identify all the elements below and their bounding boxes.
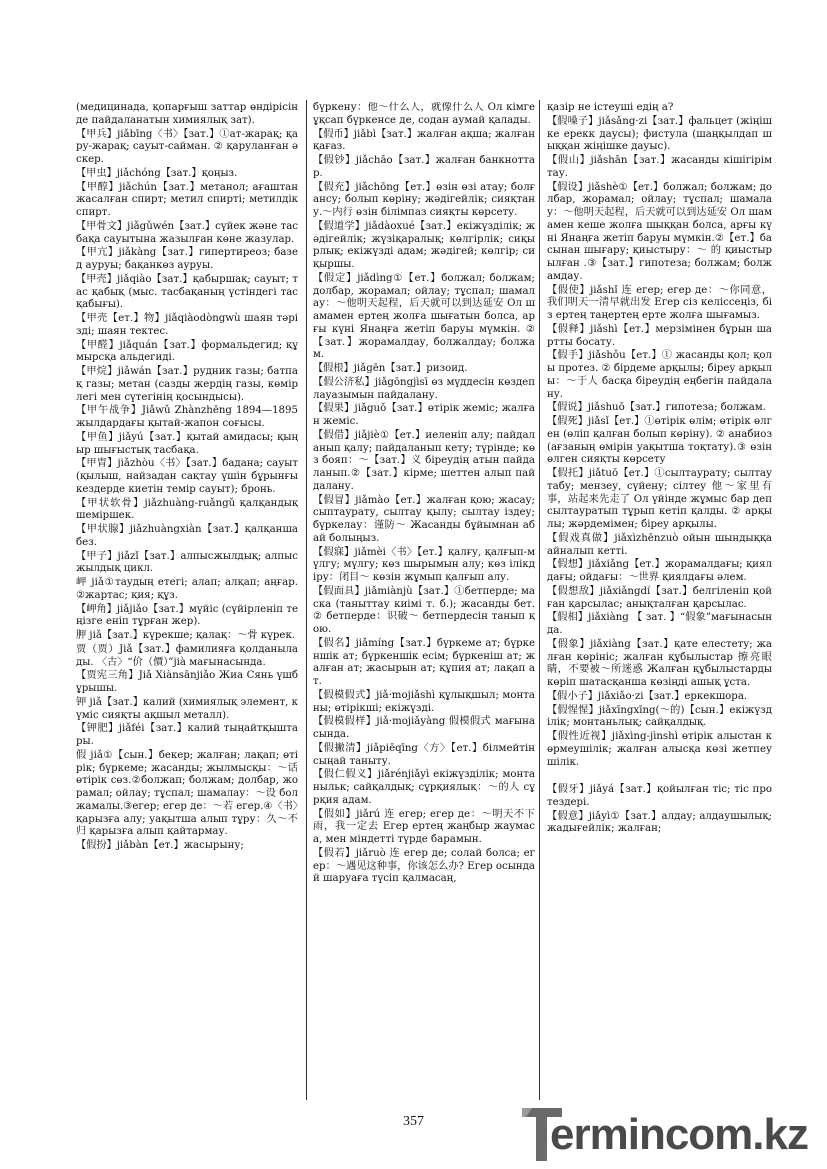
dictionary-entry: 【假定】jiǎdìng①【ет.】болжал; болжам; долбар, жорамал; ойлау; тұспал; шамалау：～他明天起程，后天就可以到达延安 Ол шамамен ертең жолға шығатын болса, арғы күні Янаңға жетіп баруы мүмкін. ②【зат.】жорамалдау, болжалдау; болжам.	[313, 272, 535, 361]
column-divider-left	[306, 100, 307, 1100]
dictionary-entry: 【假性近视】jiǎxìng-jìnshì өтірік алыстан көрмеушілік; жалған алысқа көзі жетпеушілік.	[547, 731, 772, 768]
dictionary-entry: 【假充】jiǎchōng【ет.】өзін өзі атау; болғансу; болып көріну; жәдігейлік; сияқтану.～内行 өзін білімпаз сияқты көрсету.	[313, 181, 535, 218]
dictionary-entry: 【假公济私】jiǎgōngjìsī өз мүддесін көздеп лауазымын пайдалану.	[313, 376, 535, 401]
dictionary-entry: 【假扮】jiǎbàn【ет.】жасырыну;	[76, 840, 244, 851]
page-number: 357	[403, 1114, 424, 1129]
dictionary-entry: бүркену：他～什么人，就像什么人 Ол кімге ұқсап бүркенсе де, содан аумай қалады.	[313, 102, 535, 126]
dictionary-entry: 【岬角】jiǎjiǎo【зат.】мүйіс (сүйірленіп теңізге еніп тұрған жер).	[76, 603, 298, 628]
dictionary-entry: 【假根】jiǎgēn【зат.】ризоид.	[313, 363, 468, 374]
dictionary-entry: 钾 jiǎ【зат.】калий (химиялық элемент, күміс сияқты ақшыл металл).	[76, 696, 298, 721]
dictionary-entry: қазір не істеуші едің а?	[547, 102, 674, 113]
dictionary-entry: 【甲状腺】jiǎzhuàngxiàn【зат.】қалқанша без.	[76, 524, 298, 548]
logo-text: ermincom.kz	[550, 1110, 808, 1159]
dictionary-entry: 【假冒】jiǎmào【ет.】жалған қою; жасау; сыптаурату, сылтау қылу; сылтау іздеу; бүркелау：谨防～ Жасанды бұйымнан абай болыңыз.	[313, 494, 535, 544]
dictionary-entry: 【甲胄】jiǎzhòu〈书〉【зат.】бадана; сауыт (қылыш, найзадан сақтау үшін бұрынғы кездерде киетін темір сауыт); бронь.	[76, 458, 298, 495]
dictionary-entry: 【假撇清】jiǎpiēqīng〈方〉【ет.】білмейтін сыңай таныту.	[313, 742, 535, 767]
dictionary-entry: 【假借】jiǎjiè①【ет.】иеленіп алу; пайдаланып қалу; пайдаланып кету; түрінде; көз бояп：～【зат.】义 біреудің атын пайдаланып.②【зат.】кірме; шеттен алып пайдалану.	[313, 429, 535, 492]
dictionary-entry	[547, 770, 772, 783]
dictionary-entry: 【假使】jiǎshǐ 连 егер; егер де：～你同意，我们明天一清早就出发 Егер сіз келіссеңіз, біз ертең таңертең ерте жолға шығамыз.	[547, 284, 772, 321]
dictionary-entry: 【假说】jiǎshuō【зат.】гипотеза; болжам.	[547, 402, 766, 414]
dictionary-entry: 【甲醛】jiǎquán【зат.】формальдегид; құмырсқа альдегиді.	[76, 339, 298, 364]
dictionary-entry: 【假手】jiǎshǒu【ет.】① жасанды қол; қолы протез. ② бірдеме арқылы; біреу арқылы：～于人 басқа біреудің еңбегін пайдалану.	[547, 350, 772, 400]
dictionary-entry: 【假道学】jiǎdàoxué【зат.】екіжүзділік; жәдігейлік; жүзіқаралық; көлгірлік; сиқырлық; екіжүзді адам; жәдігей; көлгір; сиқыршы.	[313, 220, 535, 270]
dictionary-entry: 【甲壳【ет.】物】jiǎqiàodòngwù шаян тәрізді; шаян тектес.	[76, 313, 298, 337]
dictionary-entry: 岬 jiǎ①таудың етегі; алап; алқап; аңғар. ②жартас; қия; құз.	[76, 577, 298, 601]
dictionary-entry: 【假想敌】jiǎxiǎngdí【зат.】белгіленіп қойған қарсылас; анықталған қарсылас.	[547, 585, 772, 610]
dictionary-entry: 【贾宪三角】Jiǎ Xiànsānjiǎo Жиа Сянь үшбұрышы.	[76, 670, 298, 694]
dictionary-entry: 【甲子】jiǎzǐ【зат.】алпысжылдық; алпысжылдық цикл.	[76, 550, 298, 575]
dictionary-entry: 【假释】jiǎshì【ет.】мерзімінен бұрын шартты босату.	[547, 323, 772, 348]
dictionary-entry: 【钾肥】jiǎféi【зат.】калий тыңайтқыштары.	[76, 723, 298, 747]
dictionary-entry: 【甲烷】jiǎwán【зат.】рудник газы; батпақ газы; метан (сазды жердің газы, көмірлегі мен сүтегінің қосындысы).	[76, 366, 298, 403]
dictionary-entry: 【假钞】jiǎchāo【зат.】жалған банкноттар.	[313, 155, 535, 179]
dictionary-entry: 【假寐】jiǎmèi〈书〉【ет.】қалғу, қалғып-мүлгу; мүлгу; көз шырымын алу; көз ілікдіру：闭目～ көзін жұмып қалғып алу.	[313, 546, 535, 583]
dictionary-entry: 【假名】jiǎmíng【зат.】бүркеме ат; бүркеншік ат; бүркеншік есім; бүркеніш ат; жалған ат; жасырын ат; құпия ат; лақап ат.	[313, 637, 535, 687]
dictionary-entry: 【假嗓子】jiǎsǎng·zi【зат.】фальцет (жіңішке ерекк даусы); фистула (шаңқылдап шыққан жіңішке дауыс).	[547, 115, 772, 153]
dictionary-entry: 【甲骨文】jiǎgǔwén【зат.】сүйек және тасбақа сауытына жазылған көне жазулар.	[76, 220, 298, 245]
dictionary-entry: 【假若】jiǎruò 连 егер де; солай болса; егер：～遇见这种事，你该怎么办? Егер осындай шаруаға түсіп қалмасаң,	[313, 847, 535, 885]
dictionary-entry: 胛 jiǎ【зат.】күрекше; қалақ：～骨 күрек.	[76, 630, 296, 641]
dictionary-entry: 【假象】jiǎxiàng【зат.】қате елестету; жалған көрініс; жалған құбылыстар 擦亮眼睛，不要被～所迷惑 Жалған құбылыстарды көріп шатасқанша көзіңді ашық ұста.	[547, 638, 772, 688]
dictionary-entry: 【假相】jiǎxiàng 【 зат. 】“假象”мағынасында.	[547, 612, 772, 636]
dictionary-entry: 【假设】jiǎshè①【ет.】болжал; болжам; долбар, жорамал; ойлау; тұспал; шамалау：～他明天起程，后天就可以到达延安 Ол шамамен кеше жолға шыққан болса, арғы күні Янаңға жетіп баруы мүмкін.②【ет.】басынан шығару; қиыстыру：～ 的 қиыстырылған .③【зат.】гипотеза; болжам; болжамдау.	[547, 181, 772, 282]
dictionary-entry: 【假小子】jiǎxiǎo·zi【зат.】еркекшора.	[547, 690, 748, 702]
dictionary-entry: 【假模假式】jiǎ·mojiǎshì құлықшыл; монтаны; өтірікші; екіжүзді.	[313, 689, 535, 714]
dictionary-entry: 【假山】jiǎshān【зат.】жасанды кішігірім тау.	[547, 155, 772, 179]
dictionary-entry: 假 jiǎ①【сын.】бекер; жалған; лақап; өтірік; бүркеме; жасанды; жылмысқы：～话 өтірік сөз.②болжап; болжам; долбар, жорамал; ойлау; тұспал; шамалау：～设 болжамалы.③егер; егер де：～若 егер.④〈书〉қарызға алу; уақытша алып тұру：久～不归 қарызға алып қайтармау.	[76, 749, 298, 838]
dictionary-entry: 【假意】jiǎyì①【зат.】алдау; алдаушылық; жадығейлік; жалған;	[547, 810, 772, 835]
dictionary-entry: (медицинада, қопарғыш заттар өндірісінде пайдаланатын химиялық зат).	[76, 102, 298, 126]
dictionary-column-2	[313, 102, 535, 1097]
dictionary-entry: 贾（贾）Jiǎ【зат.】фамилияға қолданылады. 〈古〉“价（價）”jià мағынасында.	[76, 643, 298, 668]
dictionary-entry: 【假面具】jiǎmiànjù【зат.】①бетперде; маска (таныттау киімі т. б.); жасанды бет. ② бетперде：识破～ бетпердесін танып қою.	[313, 585, 535, 635]
dictionary-entry: 【假果】jiǎguǒ【зат.】өтірік жеміс; жалған жеміс.	[313, 403, 535, 427]
dictionary-entry: 【甲状软骨】jiǎzhuàng-ruǎngǔ қалқандық шеміршек.	[76, 497, 298, 522]
dictionary-entry: 【假牙】jiǎyá【зат.】қойылған тіс; тіс протездері.	[547, 784, 772, 808]
dictionary-entry: 【假托】jiǎtuō【ет.】①сылтаурату; сылтау табу; мензеу, сүйену; сілтеу 他～家里有事，站起来先走了 Ол үйінде жұмыс бар деп сылтауратып тұрып кетіп қалды. ② арқылы; жәрдемімен; біреу арқылы.	[547, 468, 772, 530]
dictionary-entry: 【假如】jiǎrú 连 егер; егер де：～明天不下雨，我一定去 Егер ертең жаңбыр жаумаса, мен міндетті түрде барамын.	[313, 808, 535, 845]
dictionary-entry: 【甲虫】jiǎchóng【зат.】қоңыз.	[76, 167, 238, 179]
column-divider-right	[539, 100, 540, 1100]
dictionary-entry: 【假币】jiǎbì【зат.】жалған ақша; жалған қағаз.	[313, 128, 535, 153]
dictionary-entry: 【甲鱼】jiǎyú【зат.】қытай амидасы; қыңыр шығыстық тасбақа.	[76, 431, 298, 456]
dictionary-entry: 【甲午战争】Jiǎwǔ Zhànzhēng 1894—1895 жылдардағы қытай-жапон соғысы.	[76, 405, 298, 429]
dictionary-entry: 【假模假样】jiǎ·mojiǎyàng 假模假式 мағынасында.	[313, 716, 535, 740]
termincom-logo[interactable]	[520, 1104, 808, 1164]
dictionary-entry: 【假仁假义】jiǎrénjiǎyì екіжүзділік; монтаныльк; сайқалдық; сұрқиялық：～的人 сұрқия адам.	[313, 769, 535, 806]
dictionary-entry: 【甲亢】jiǎkàng【зат.】гипертиреоз; базед ауруы; бақанкөз ауруы.	[76, 247, 298, 271]
dictionary-entry: 【甲壳】jiǎqiào【зат.】қабыршақ; сауыт; тас қабық (мыс. тасбақаның үстіндегі тас қабығы).	[76, 273, 298, 311]
dictionary-entry: 【假想】jiǎxiǎng【ет.】жорамалдағы; қиялдағы; ойдағы：～世界 қиялдағы әлем.	[547, 559, 772, 583]
dictionary-column-3	[547, 102, 772, 1097]
dictionary-entry: 【假惺惺】jiǎxīngxīng(～的)【сын.】екіжүзділік; монтаньлық; сайқалдық.	[547, 704, 772, 729]
dictionary-entry: 【甲兵】jiǎbīng〈书〉【зат.】①ат-жарақ; қару-жарақ; сауыт-сайман. ② қаруланған әскер.	[76, 128, 298, 165]
dictionary-entry: 【甲醇】jiǎchún【зат.】метанол; ағаштан жасалған спирт; метил спирті; метилдік спирт.	[76, 181, 298, 218]
dictionary-entry: 【假戏真做】jiǎxìzhēnzuò ойын шындыққа айналып кетті.	[547, 532, 772, 557]
dictionary-entry: 【假死】jiǎsǐ【ет.】①өтірік өлім; өтірік өлген (өліп қалған болып көріну). ② анабиоз (ағзаның өмірін уақытша тоқтату).③ өзін өлген сияқты көрсету	[547, 416, 772, 466]
dictionary-column-1	[76, 102, 298, 1097]
